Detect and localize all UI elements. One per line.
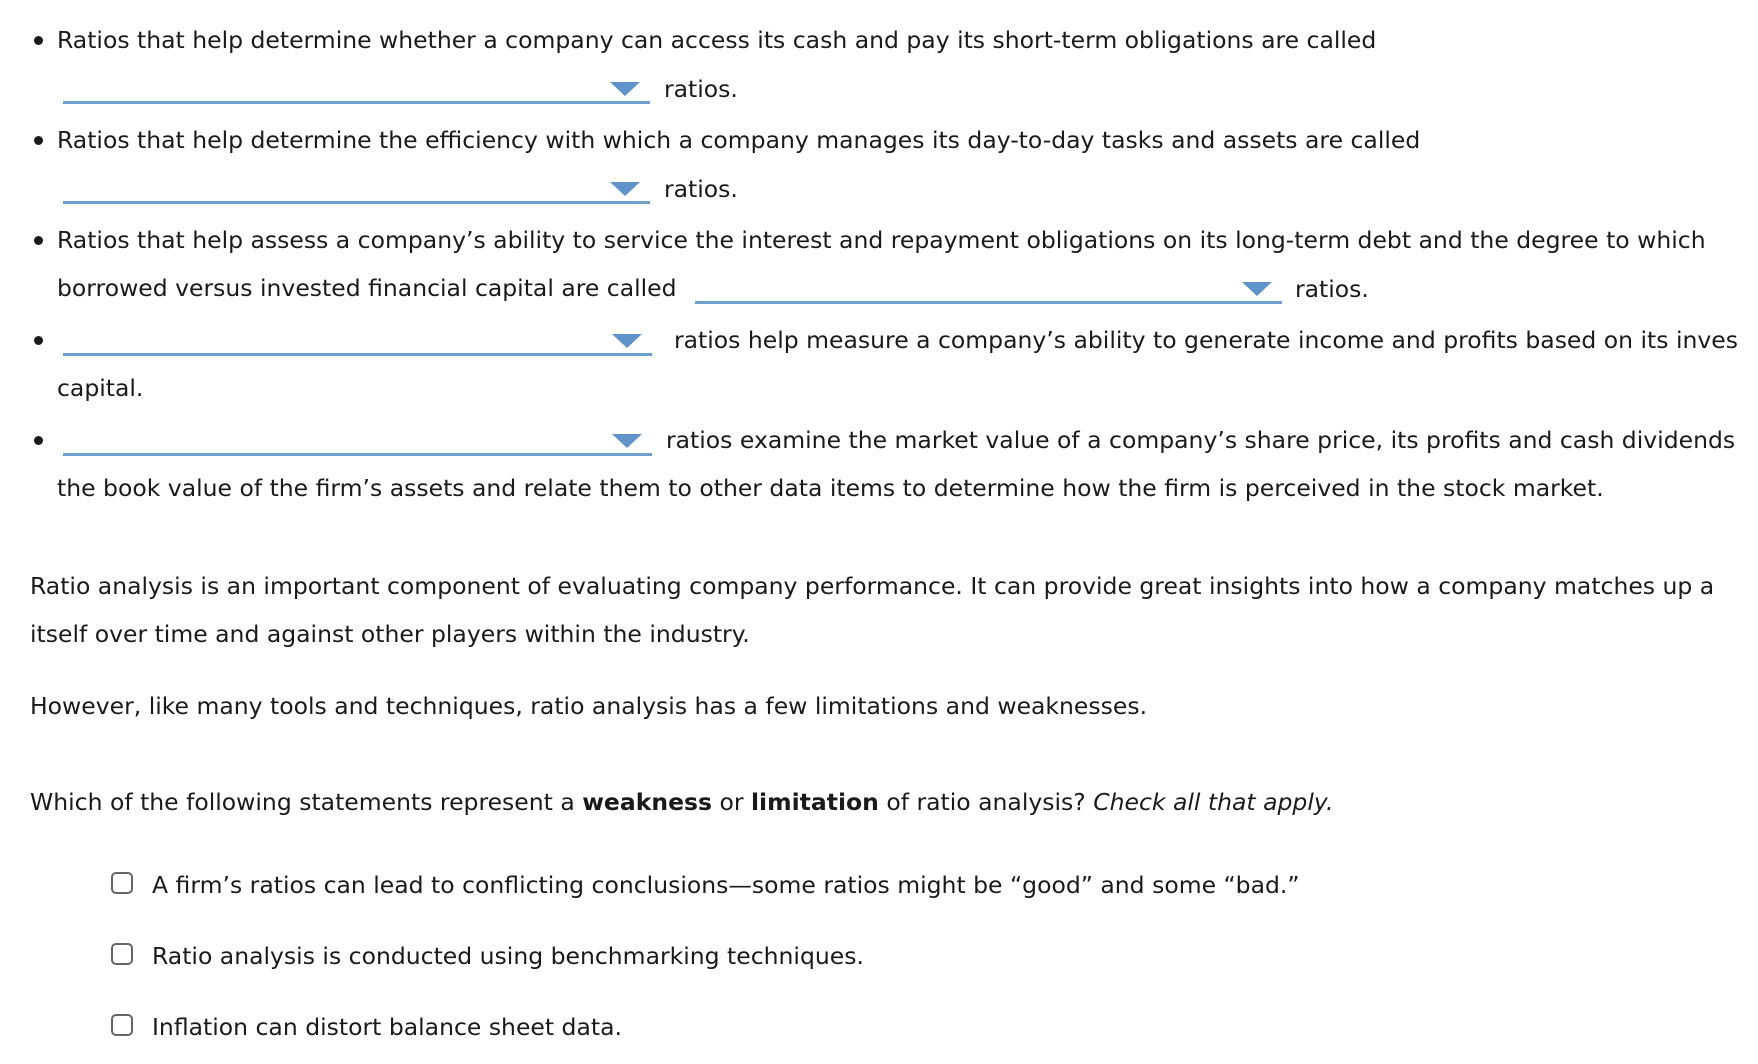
bullet-2-dot [34, 136, 43, 145]
chevron-down-icon [612, 334, 642, 348]
bullet-3-text-line1: Ratios that help assess a company’s ability to service the interest and repayment obligations on its long-term debt and the degree to which [57, 226, 1706, 254]
profitability-dropdown[interactable] [63, 326, 652, 356]
option-3-checkbox[interactable] [111, 1014, 133, 1036]
asset-management-dropdown[interactable] [63, 174, 650, 204]
chevron-down-icon [610, 182, 640, 196]
debt-management-dropdown[interactable] [695, 274, 1282, 304]
chevron-down-icon [610, 82, 640, 96]
bullet-4-dot [34, 336, 43, 345]
question-instruction: Check all that apply. [1093, 788, 1334, 816]
paragraph-2: However, like many tools and techniques, ratio analysis has a few limitations and weaknesses. [30, 692, 1148, 720]
bullet-4-text: ratios help measure a company’s ability to generate income and profits based on its inves [674, 326, 1739, 354]
bullet-3-suffix: ratios. [1295, 275, 1369, 303]
option-2-checkbox[interactable] [111, 943, 133, 965]
question-suffix: of ratio analysis? [878, 788, 1094, 816]
bullet-5-dot [34, 436, 43, 445]
bullet-5-text: ratios examine the market value of a company’s share price, its profits and cash dividends [666, 426, 1736, 454]
option-1-label[interactable]: A firm’s ratios can lead to conflicting conclusions—some ratios might be “good” and some “bad.” [152, 871, 1300, 899]
bullet-2-suffix: ratios. [664, 175, 738, 203]
bullet-4-text-line2: capital. [57, 374, 144, 402]
question-weakness: weakness [582, 788, 712, 816]
chevron-down-icon [1242, 282, 1272, 296]
paragraph-1-line2: itself over time and against other players within the industry. [30, 620, 750, 648]
bullet-1-suffix: ratios. [664, 75, 738, 103]
bullet-2-text: Ratios that help determine the efficiency with which a company manages its day-to-day tasks and assets are called [57, 126, 1421, 154]
option-2-label[interactable]: Ratio analysis is conducted using benchmarking techniques. [152, 942, 864, 970]
paragraph-1-line1: Ratio analysis is an important component of evaluating company performance. It can provide great insights into how a company matches up a [30, 572, 1715, 600]
question-prefix: Which of the following statements represent a [30, 788, 583, 816]
bullet-1-dot [34, 36, 43, 45]
bullet-3-dot [34, 236, 43, 245]
liquidity-dropdown[interactable] [63, 74, 650, 104]
option-3-label[interactable]: Inflation can distort balance sheet data. [152, 1013, 622, 1041]
option-1-checkbox[interactable] [111, 872, 133, 894]
market-value-dropdown[interactable] [63, 426, 652, 456]
question-text [30, 788, 1333, 816]
question-limitation: limitation [750, 788, 879, 816]
question-mid: or [711, 788, 751, 816]
chevron-down-icon [612, 434, 642, 448]
bullet-1-text: Ratios that help determine whether a company can access its cash and pay its short-term obligations are called [57, 26, 1377, 54]
bullet-3-text-line2: borrowed versus invested financial capital are called [57, 274, 677, 302]
bullet-5-text-line2: the book value of the firm’s assets and relate them to other data items to determine how the firm is perceived in the stock market. [57, 474, 1604, 502]
